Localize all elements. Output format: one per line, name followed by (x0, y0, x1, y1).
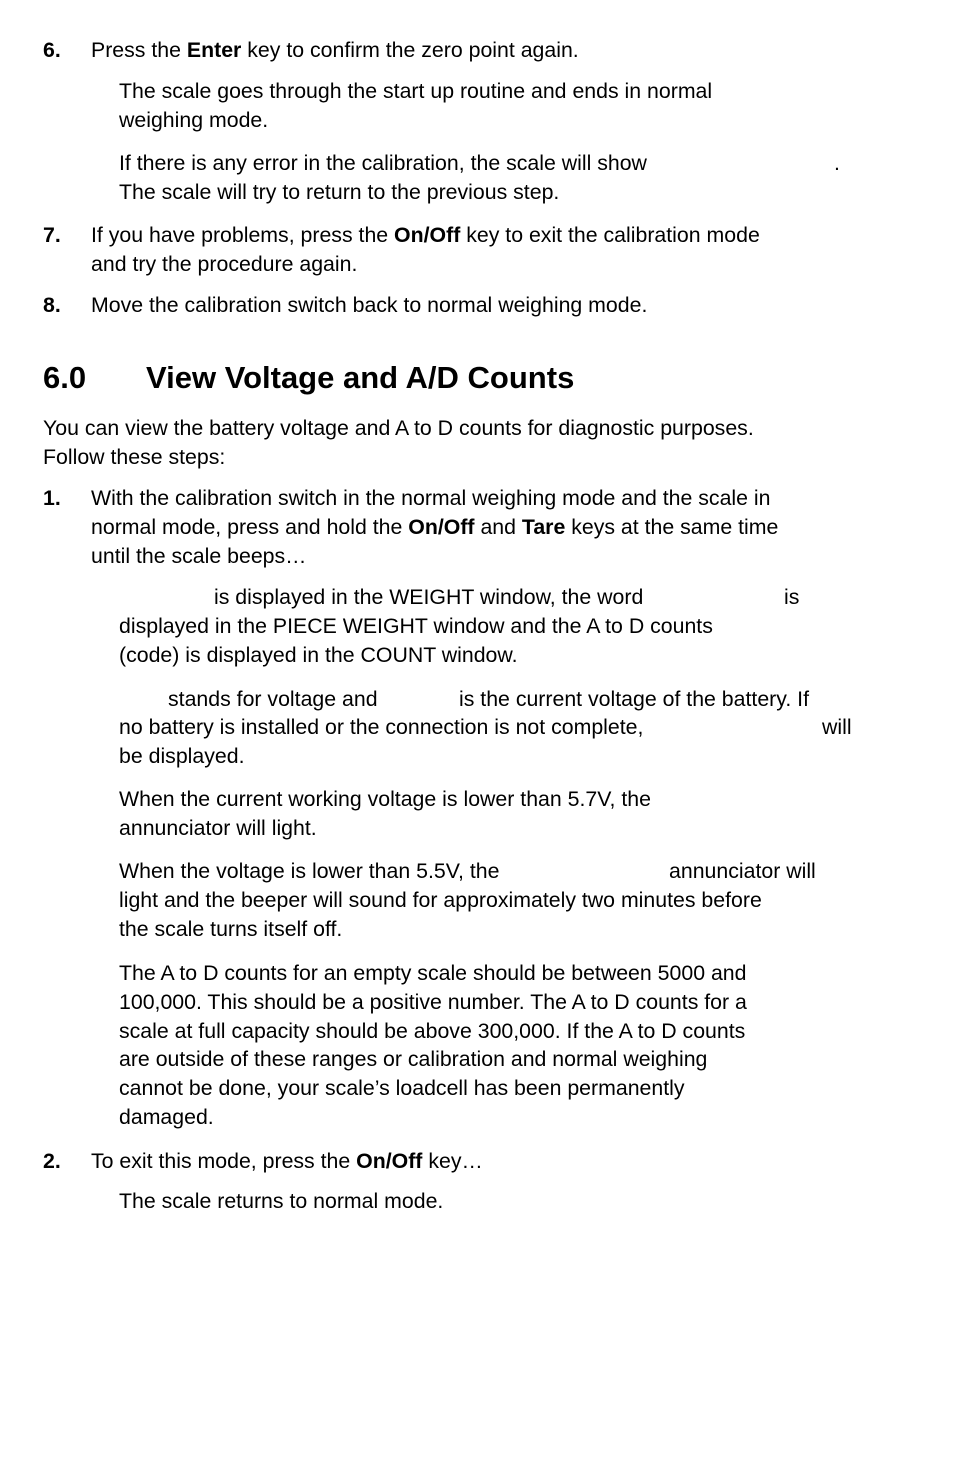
section-title: View Voltage and A/D Counts (146, 360, 575, 395)
step-7-line-2: and try the procedure again. (91, 252, 358, 276)
step-1-line-1: With the calibration switch in the normal weighing mode and the scale in (91, 486, 771, 510)
low-voltage-line-2: annunciator will light. (119, 816, 317, 840)
on-off-key-label: On/Off (394, 223, 461, 247)
step-8-number: 8. (43, 293, 61, 317)
ad-counts-line-6: damaged. (119, 1105, 214, 1129)
on-off-key-label: On/Off (356, 1149, 423, 1173)
voltage-text-part-2: is the current voltage of the battery. If (459, 687, 810, 711)
step-6-result-line-1: The scale goes through the start up routine and ends in normal (119, 79, 713, 103)
count-window-text: (code) is displayed in the COUNT window. (119, 643, 518, 667)
ad-counts-line-3: scale at full capacity should be above 300,000. If the A to D counts (119, 1019, 746, 1043)
step-1-line-3: until the scale beeps… (91, 544, 307, 568)
step-1-line-2: normal mode, press and hold the On/Off and Tare keys at the same time (91, 515, 779, 539)
weight-window-text-end: is (784, 585, 800, 609)
shutdown-line-3: the scale turns itself off. (119, 917, 343, 941)
step-7-number: 7. (43, 223, 61, 247)
ad-counts-line-5: cannot be done, your scale’s loadcell has been permanently (119, 1076, 685, 1100)
step-6-text: Press the Enter key to confirm the zero point again. (91, 38, 579, 62)
section-intro-line-2: Follow these steps: (43, 445, 226, 469)
step-2-line-1: To exit this mode, press the On/Off key… (91, 1149, 483, 1173)
step-2-number: 2. (43, 1149, 61, 1173)
step-1-number: 1. (43, 486, 61, 510)
step-6-result-line-2: weighing mode. (119, 108, 269, 132)
step-6-error-line-2: The scale will try to return to the previous step. (119, 180, 560, 204)
no-battery-text-end: will (822, 715, 852, 739)
shutdown-line-2: light and the beeper will sound for approximately two minutes before (119, 888, 762, 912)
low-voltage-line-1: When the current working voltage is lower than 5.7V, the (119, 787, 651, 811)
step-6-number: 6. (43, 38, 61, 62)
step-7-line-1: If you have problems, press the On/Off key to exit the calibration mode (91, 223, 760, 247)
section-intro-line-1: You can view the battery voltage and A to D counts for diagnostic purposes. (43, 416, 754, 440)
section-number: 6.0 (43, 360, 87, 395)
piece-weight-text: displayed in the PIECE WEIGHT window and the A to D counts (119, 614, 713, 638)
step-6-error-line-1: If there is any error in the calibration, the scale will show (119, 151, 647, 175)
voltage-text-part-1: stands for voltage and (168, 687, 378, 711)
shutdown-line-1a: When the voltage is lower than 5.5V, the (119, 859, 500, 883)
displayed-text: be displayed. (119, 744, 245, 768)
step-8-line-1: Move the calibration switch back to normal weighing mode. (91, 293, 648, 317)
ad-counts-line-1: The A to D counts for an empty scale should be between 5000 and (119, 961, 747, 985)
tare-key-label: Tare (521, 515, 566, 539)
weight-window-text: is displayed in the WEIGHT window, the word (214, 585, 644, 609)
step-6-error-period: . (834, 151, 840, 175)
ad-counts-line-2: 100,000. This should be a positive number. The A to D counts for a (119, 990, 747, 1014)
ad-counts-line-4: are outside of these ranges or calibration and normal weighing (119, 1047, 708, 1071)
step-2-result: The scale returns to normal mode. (119, 1189, 444, 1213)
on-off-key-label: On/Off (408, 515, 475, 539)
shutdown-line-1b: annunciator will (669, 859, 816, 883)
no-battery-text: no battery is installed or the connection is not complete, (119, 715, 644, 739)
enter-key-label: Enter (186, 38, 242, 62)
